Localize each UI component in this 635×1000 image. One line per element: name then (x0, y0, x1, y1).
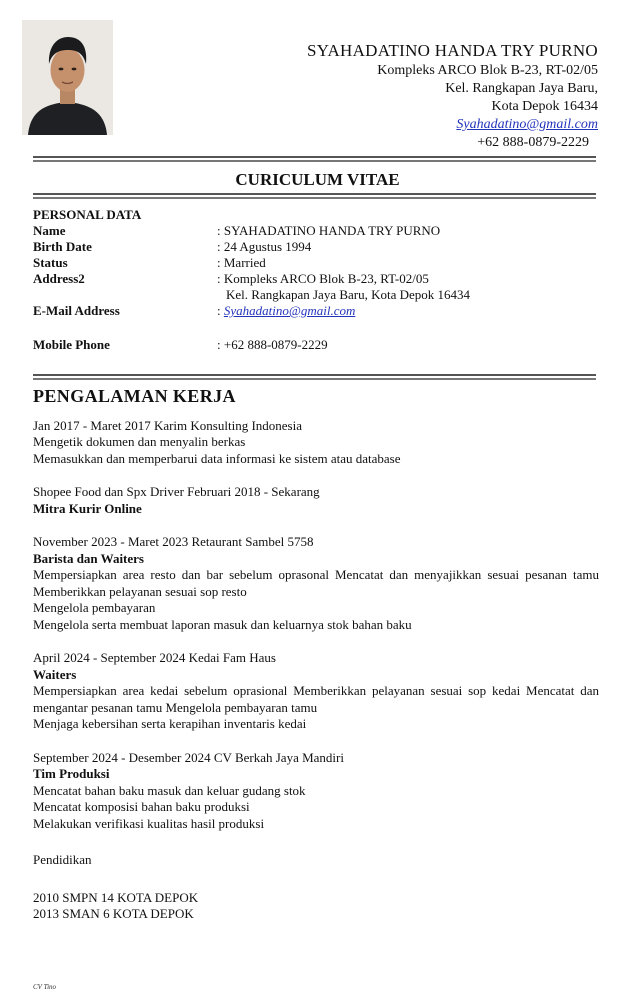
job-duty-paragraph: Mempersiapkan area resto dan bar sebelum oprasonal Mencatat dan menyajikkan sesuai pesanan tamu Memberikkan pelayanan sesuai sop resto (33, 567, 599, 599)
job-heading: November 2023 - Maret 2023 Retaurant Sambel 5758 (33, 534, 314, 549)
job-duty: Melakukan verifikasi kualitas hasil produksi (33, 815, 265, 831)
row-label: Status (33, 255, 68, 270)
personal-row-name (33, 223, 603, 239)
job-heading: Shopee Food dan Spx Driver Februari 2018 - Sekarang (33, 484, 320, 499)
personal-data-title: PERSONAL DATA (33, 207, 142, 222)
page-footer: CV Tino (33, 983, 57, 991)
job-duty-paragraph: Mempersiapkan area kedai sebelum oprasional Memberikkan pelayanan sesuai sop kedai Mencatat dan mengantar pesanan tamu Mengelola pembayaran tamu (33, 683, 599, 715)
job-duty: Menjaga kebersihan serta kerapihan inventaris kedai (33, 716, 307, 731)
job-duty: Mencatat komposisi bahan baku produksi (33, 799, 250, 814)
row-label: E-Mail Address (33, 303, 120, 318)
email-link[interactable]: Syahadatino@gmail.com (223, 303, 356, 318)
job-role: Tim Produksi (33, 766, 110, 781)
row-value (217, 303, 603, 319)
education-item: 2010 SMPN 14 KOTA DEPOK (33, 890, 199, 905)
job-heading: September 2024 - Desember 2024 CV Berkah Jaya Mandiri (33, 749, 344, 765)
personal-data-section (33, 207, 603, 353)
job-duty: Memasukkan dan memperbarui data informasi ke sistem atau database (33, 450, 401, 466)
row-value: : SYAHADATINO HANDA TRY PURNO (217, 223, 441, 238)
contact-header (198, 40, 598, 152)
education-title: Pendidikan (33, 852, 92, 867)
colon-prefix: : (217, 303, 224, 318)
job-duty: Mengelola serta membuat laporan masuk dan keluarnya stok bahan baku (33, 616, 412, 632)
divider (33, 156, 596, 158)
personal-row-mobile (33, 337, 603, 353)
job-role: Mitra Kurir Online (33, 500, 142, 516)
personal-row-address (33, 271, 603, 303)
job-duty: Mencatat bahan baku masuk dan keluar gudang stok (33, 782, 306, 798)
header-address-line3: Kota Depok 16434 (491, 99, 598, 114)
job-entry (33, 484, 599, 517)
header-address-line2: Kel. Rangkapan Jaya Baru, (445, 81, 598, 96)
row-label: Birth Date (33, 239, 92, 254)
row-label: Address2 (33, 271, 85, 286)
header-email-link[interactable]: Syahadatino@gmail.com (456, 117, 598, 132)
job-role: Barista dan Waiters (33, 550, 144, 566)
profile-photo (22, 20, 113, 135)
divider (33, 374, 596, 376)
row-value: : 24 Agustus 1994 (217, 239, 312, 254)
job-role: Waiters (33, 666, 77, 682)
job-entry (33, 750, 599, 833)
header-phone: +62 888-0879-2229 (477, 135, 589, 150)
job-duty: Mengelola pembayaran (33, 600, 156, 615)
header-name: SYAHADATINO HANDA TRY PURNO (307, 41, 598, 60)
personal-row-birth-date (33, 239, 603, 255)
address-line: Kel. Rangkapan Jaya Baru, Kota Depok 16434 (226, 287, 471, 302)
address-line: : Kompleks ARCO Blok B-23, RT-02/05 (217, 271, 429, 286)
person-portrait-icon (22, 20, 113, 135)
personal-row-email (33, 303, 603, 319)
job-entry (33, 650, 599, 733)
row-value (217, 271, 603, 303)
education-item: 2013 SMAN 6 KOTA DEPOK (33, 906, 194, 921)
page-title: CURICULUM VITAE (235, 170, 400, 189)
personal-row-status (33, 255, 603, 271)
job-entry (33, 418, 599, 468)
row-label: Mobile Phone (33, 337, 110, 352)
row-label: Name (33, 223, 66, 238)
header-address-line1: Kompleks ARCO Blok B-23, RT-02/05 (377, 63, 598, 78)
row-value: : Married (217, 255, 266, 270)
job-heading: Jan 2017 - Maret 2017 Karim Konsulting Indonesia (33, 417, 302, 433)
education-section (33, 852, 198, 922)
row-value: : +62 888-0879-2229 (217, 337, 328, 352)
experience-section (33, 388, 599, 849)
experience-title: PENGALAMAN KERJA (33, 386, 236, 406)
job-duty: Mengetik dokumen dan menyalin berkas (33, 434, 246, 449)
job-heading: April 2024 - September 2024 Kedai Fam Haus (33, 650, 276, 665)
job-entry (33, 534, 599, 633)
divider (33, 193, 596, 195)
